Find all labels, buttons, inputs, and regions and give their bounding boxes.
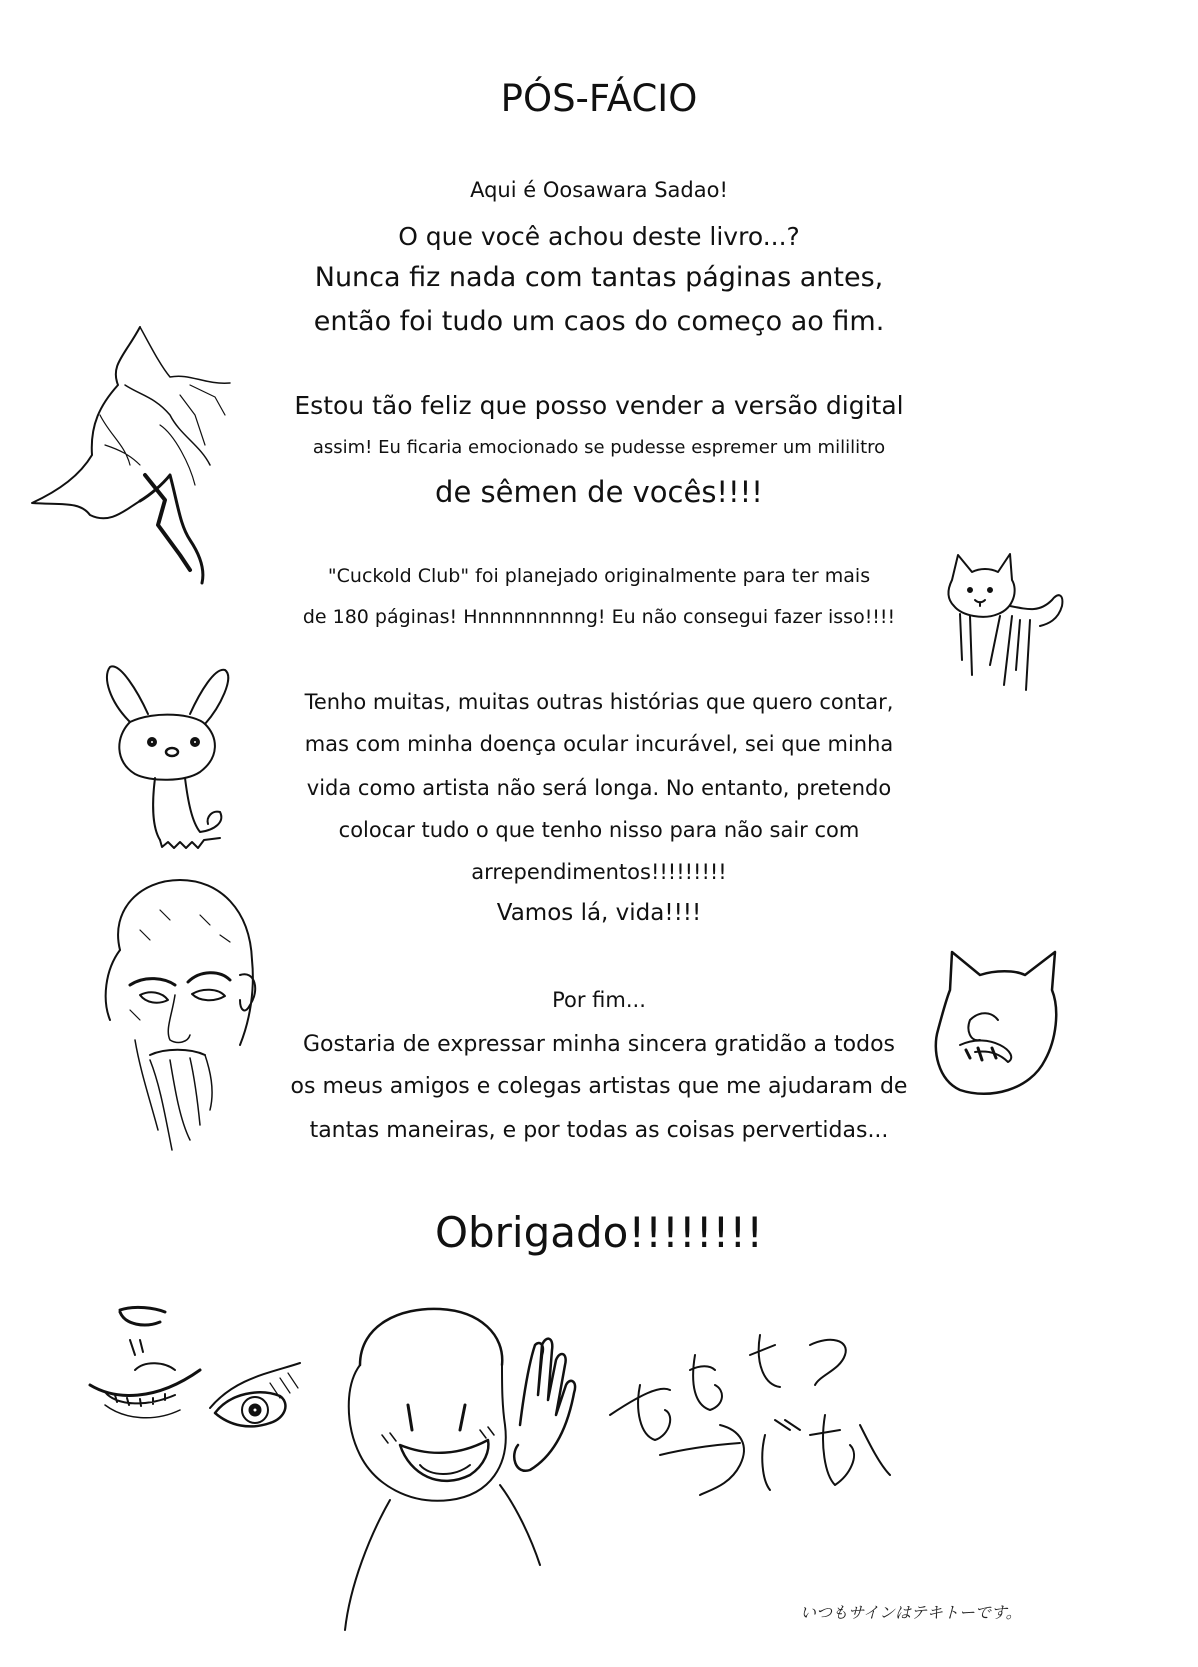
stories-line-5: arrependimentos!!!!!!!!!	[471, 860, 727, 884]
thanks-line-3: os meus amigos e colegas artistas que me ajudaram de	[290, 1074, 908, 1099]
stories-line-4: colocar tudo o que tenho nisso para não sair com	[338, 818, 860, 842]
stories-line-6: Vamos lá, vida!!!!	[496, 900, 702, 926]
intro-line-4: então foi tudo um caos do começo ao fim.	[313, 306, 885, 337]
thanks-line-1: Por fim...	[552, 988, 646, 1012]
thanks-line-4: tantas maneiras, e por todas as coisas pervertidas...	[309, 1118, 889, 1143]
club-line-1: "Cuckold Club" foi planejado originalmente para ter mais	[327, 565, 871, 587]
cat-doodle-illustration	[940, 550, 1070, 695]
intro-line-3: Nunca fiz nada com tantas páginas antes,	[314, 262, 884, 293]
grin-sketch-illustration	[85, 1300, 215, 1430]
digital-line-3: de sêmen de vocês!!!!	[435, 475, 763, 509]
intro-line-2: O que você achou deste livro...?	[398, 222, 800, 251]
closing-thanks: Obrigado!!!!!!!!	[434, 1208, 764, 1257]
cat-face-doodle-illustration	[930, 950, 1060, 1110]
bunny-doodle-illustration	[100, 662, 240, 862]
signature-note: いつもサインはテキトーです。	[800, 1603, 1022, 1622]
digital-line-2: assim! Eu ficaria emocionado se pudesse espremer um mililitro	[312, 437, 886, 458]
page-title: PÓS-FÁCIO	[500, 77, 698, 120]
stories-line-3: vida como artista não será longa. No entanto, pretendo	[306, 776, 892, 800]
old-man-sketch-illustration	[80, 870, 280, 1160]
stories-line-1: Tenho muitas, muitas outras histórias que quero contar,	[304, 690, 894, 714]
signature-illustration	[600, 1325, 900, 1515]
club-line-2: de 180 páginas! Hnnnnnnnnng! Eu não consegui fazer isso!!!!	[302, 606, 896, 628]
waving-boy-sketch-illustration	[330, 1305, 590, 1635]
intro-line-1: Aqui é Oosawara Sadao!	[470, 178, 728, 202]
dragon-sketch-illustration	[30, 325, 240, 585]
stories-line-2: mas com minha doença ocular incurável, sei que minha	[304, 732, 894, 756]
digital-line-1: Estou tão feliz que posso vender a versão digital	[294, 391, 904, 420]
thanks-line-2: Gostaria de expressar minha sincera gratidão a todos	[302, 1032, 896, 1057]
eye-sketch-illustration	[210, 1358, 310, 1438]
